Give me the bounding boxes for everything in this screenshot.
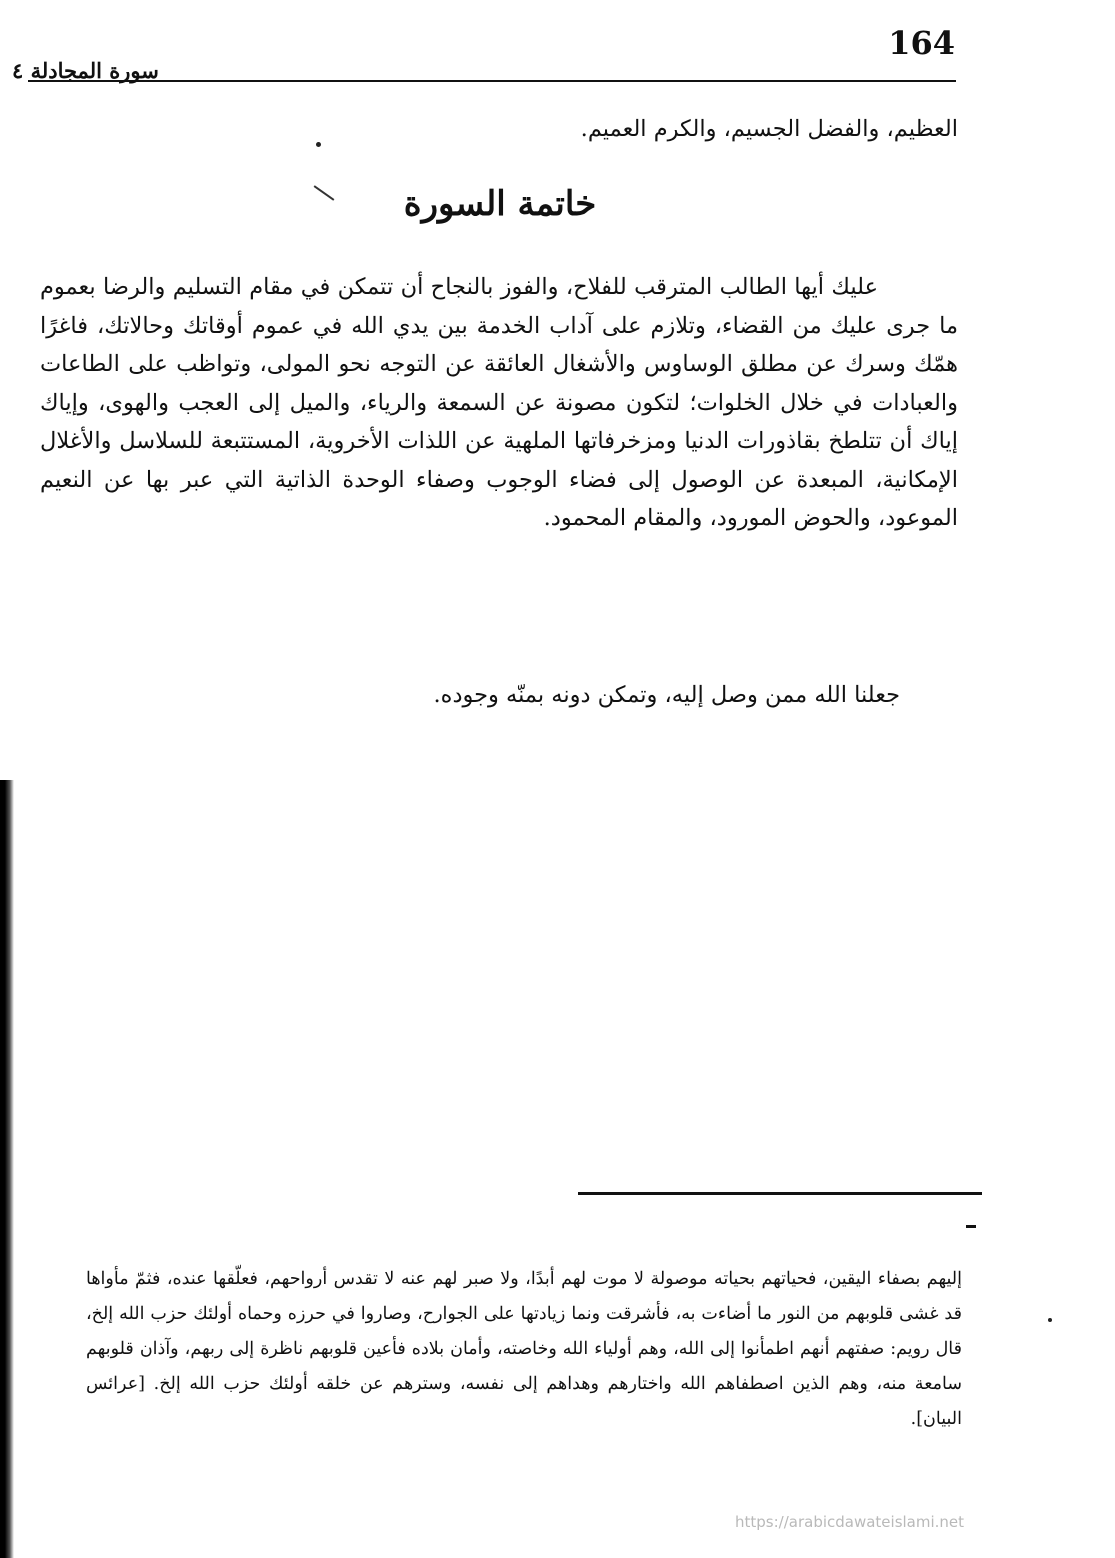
speck	[1048, 1318, 1052, 1322]
footnote-text: إليهم بصفاء اليقين، فحياتهم بحياته موصولة لا موت لهم أبدًا، ولا صبر لهم عنه لا تقدس أرواحهم، فعلّقها عنده، فثمّ مأواها قد غشى قلوبهم من النور ما أضاءت به، فأشرقت ونما زيادتها على الجوارح، وصاروا في حرزه وحماه أولئك حزب الله إلخ، قال رويم: صفتهم أنهم اطمأنوا إلى الله، وهم أولياء الله وخاصته، وأمان بلاده فأعين قلوبهم ناظرة إلى ربهم، وآذان قلوبهم سامعة منه، وهم الذين اصطفاهم الله واختارهم وهداهم إلى نفسه، وسترهم عن خلقه أولئك حزب الله إلخ. [عرائس البيان].	[86, 1269, 962, 1429]
section-title: خاتمة السورة	[403, 184, 597, 224]
closing-line: جعلنا الله ممن وصل إليه، وتمكن دونه بمنّه وجوده.	[433, 682, 900, 708]
footnote-rule	[578, 1192, 982, 1195]
main-paragraph: عليك أيها الطالب المترقب للفلاح، والفوز بالنجاح أن تتمكن في مقام التسليم والرضا بعموم ما جرى عليك من القضاء، وتلازم على آداب الخدمة بين يدي الله في عموم أوقاتك وحالاتك، فاغرًا همّك وسرك عن مطلق الوساوس والأشغال العائقة عن التوجه نحو المولى، وتواظب على الطاعات والعبادات في خلال الخلوات؛ لتكون مصونة عن السمعة والرياء، والميل إلى العجب والهوى، وإياك إياك أن تتلطخ بقاذورات الدنيا ومزخرفاتها الملهية عن اللذات الأخروية، المستتبعة للسلاسل والأغلال الإمكانية، المبعدة عن الوصول إلى فضاء الوجوب وصفاء الوحدة الذاتية التي عبر بها عن النعيم الموعود، والحوض المورود، والمقام المحمود.	[40, 274, 958, 531]
watermark-url: https://arabicdawateislami.net	[735, 1513, 965, 1531]
header-rule	[28, 80, 956, 82]
intro-line: العظيم، والفضل الجسيم، والكرم العميم.	[580, 116, 958, 142]
running-head: سورة المجادلة ٤	[12, 58, 159, 83]
page-number: 164	[888, 24, 955, 62]
scan-dark-edge	[0, 780, 14, 1558]
footnote-dash	[966, 1225, 976, 1228]
speck	[316, 142, 321, 147]
